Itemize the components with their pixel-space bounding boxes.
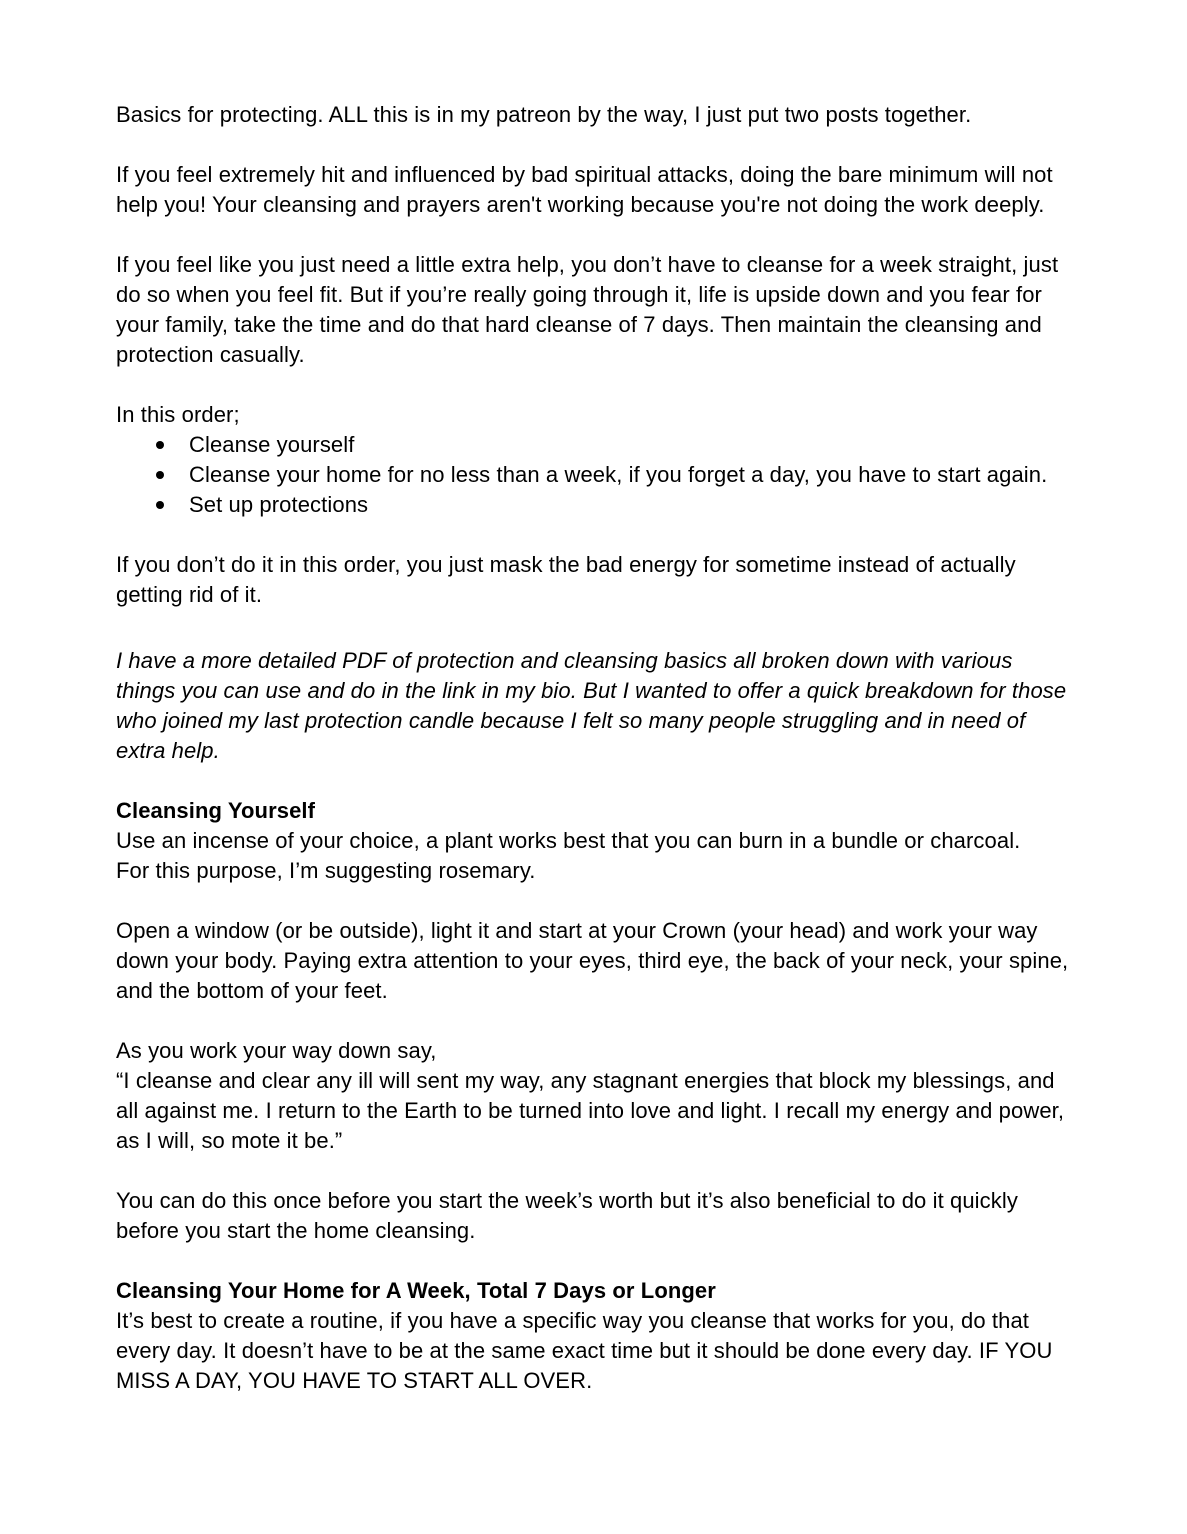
paragraph-intro: Basics for protecting. ALL this is in my patreon by the way, I just put two posts together. (116, 102, 972, 127)
bullet-item-set-up-protections: Set up protections (189, 490, 1072, 520)
bullet-list-order (116, 430, 1072, 520)
paragraph-once-before: You can do this once before you start the week’s worth but it’s also beneficial to do it quickly before you start the home cleansing. (116, 1188, 1018, 1243)
paragraph-incense (116, 826, 1072, 886)
bullet-item-cleanse-yourself: Cleanse yourself (189, 430, 1072, 460)
paragraph-incantation (116, 1036, 1072, 1156)
paragraph-open-window: Open a window (or be outside), light it and start at your Crown (your head) and work your way down your body. Paying extra attention to your eyes, third eye, the back of your neck, your spine, and the bottom of your feet. (116, 918, 1069, 1003)
paragraph-pdf-note: I have a more detailed PDF of protection and cleansing basics all broken down with various things you can use and do in the link in my bio. But I wanted to offer a quick breakdown for those who joined my last protection candle because I felt so many people struggling and in need of extra help. (116, 648, 1067, 763)
paragraph-routine: It’s best to create a routine, if you have a specific way you cleanse that works for you, do that every day. It doesn’t have to be at the same exact time but it should be done every day. IF YOU MISS A DAY, YOU HAVE TO START ALL OVER. (116, 1308, 1053, 1393)
paragraph-extra-help: If you feel like you just need a little extra help, you don’t have to cleanse for a week straight, just do so when you feel fit. But if you’re really going through it, life is upside down and you fear for your family, take the time and do that hard cleanse of 7 days. Then maintain the cleansing and protection casually. (116, 252, 1059, 367)
line-rosemary: For this purpose, I’m suggesting rosemary. (116, 858, 536, 883)
heading-cleansing-home: Cleansing Your Home for A Week, Total 7 Days or Longer (116, 1278, 716, 1303)
line-work-way-down: As you work your way down say, (116, 1038, 437, 1063)
paragraph-in-this-order: In this order; (116, 402, 240, 427)
paragraph-order-warning: If you don’t do it in this order, you just mask the bad energy for sometime instead of actually getting rid of it. (116, 552, 1016, 607)
line-incense-choice: Use an incense of your choice, a plant works best that you can burn in a bundle or charcoal. (116, 828, 1021, 853)
bullet-item-cleanse-home: Cleanse your home for no less than a week, if you forget a day, you have to start again. (189, 460, 1072, 490)
line-incantation-quote: “I cleanse and clear any ill will sent my way, any stagnant energies that block my blessings, and all against me. I return to the Earth to be turned into love and light. I recall my energy and power, as I will, so mote it be.” (116, 1068, 1065, 1153)
paragraph-bad-attacks: If you feel extremely hit and influenced by bad spiritual attacks, doing the bare minimum will not help you! Your cleansing and prayers aren't working because you're not doing the work deeply. (116, 162, 1053, 217)
heading-cleansing-yourself: Cleansing Yourself (116, 798, 316, 823)
